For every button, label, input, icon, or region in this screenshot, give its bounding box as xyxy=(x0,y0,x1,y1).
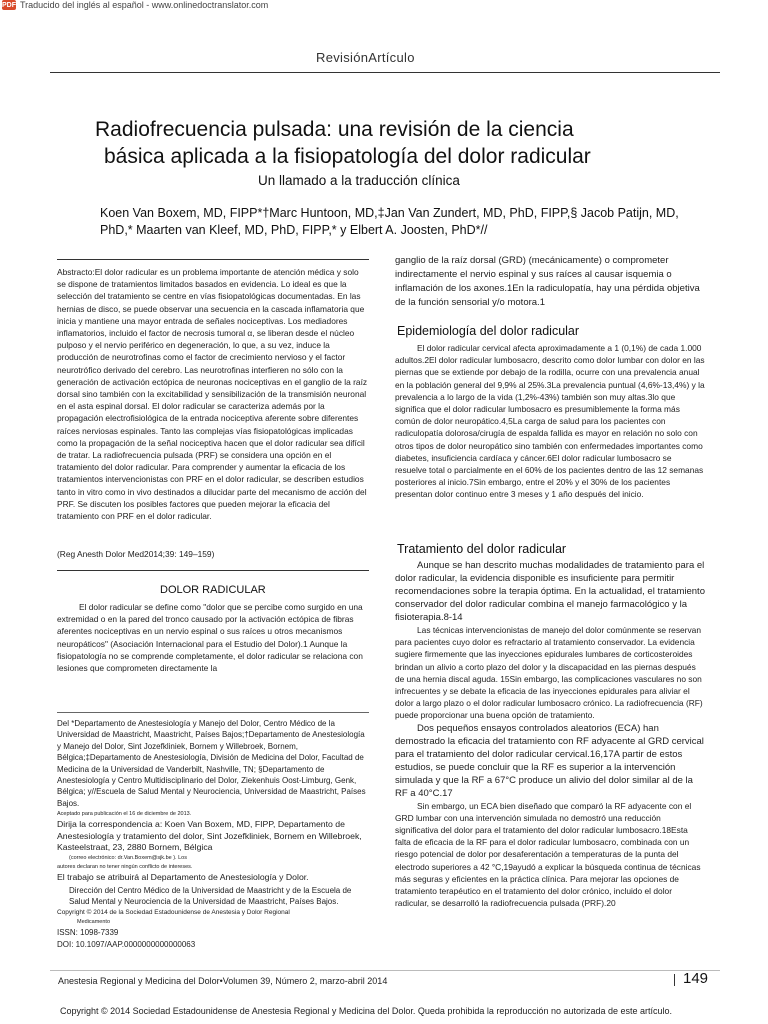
translation-banner[interactable] xyxy=(2,0,268,10)
abstract-text: Abstracto:El dolor radicular es un problema importante de atención médica y solo se dispone de tratamientos limitados basados en evidencia. Lo ideal es que la selección del tratamiento se centre en vías fisiopatológicas documentadas. En las hernias de disco, se puede observar una secuencia en la cascada inflamatoria que inicia y mantiene una mayor entrada de señales nociceptivas. Los mediadores inflamatorios, incluido el factor de necrosis tumoral α, se liberan desde el núcleo pulposo y el nervio periférico en degeneración, lo que, a su vez, induce la producción de neurotrofinas como el factor de crecimiento nervioso y el factor neurotrófico derivado del cerebro. Las neurotrofinas interfieren no sólo con la generación de activación ectópica de neuronas nociceptivas en el ganglio de la raíz dorsal sino también con la excitabilidad y sensibilización de la transmisión neuronal en el asta espinal dorsal. El dolor radicular se caracteriza además por la propagación electrofisiológica de la entrada nociceptiva aferente sobre diferentes raíces nerviosas espinales. Tanto las complejas vías fisiopatológicas implicadas como la propagación de la señal nociceptiva hacen que el dolor radicular sea difícil de tratar. La radiofrecuencia pulsada (PRF) se considera una opción en el tratamiento del dolor radicular. Para comprender y aumentar la eficacia de los tratamientos intervencionistas con PRF en el dolor radicular, se describen estudios tanto in vitro como in vivo destinados a dilucidar parte del mecanismo de acción del PRF. Se discuten los posibles factores que pueden mejorar la eficacia del tratamiento con PRF en el dolor radicular. xyxy=(57,267,368,522)
article-title-line-2: básica aplicada a la fisiopatología del dolor radicular xyxy=(104,145,591,168)
doi[interactable]: DOI: 10.1097/AAP.0000000000000063 xyxy=(57,940,196,950)
treatment-body xyxy=(395,559,705,909)
article-subtitle: Un llamado a la traducción clínica xyxy=(258,173,460,188)
affiliations-block xyxy=(57,718,369,952)
right-intro-text: ganglio de la raíz dorsal (GRD) (mecánicamente) o comprometer indirectamente el nervio espinal y sus raíces al causar isquemia o inflamación de los axones.1En la radiculopatía, hay una pérdida objetiva de la función sensorial y/o motora.1 xyxy=(395,255,700,308)
page-number: 149 xyxy=(683,970,709,987)
treatment-paragraph-1: Aunque se han descrito muchas modalidades de tratamiento para el dolor radicular, la evidencia disponible es insuficiente para permitir recomendaciones sobre la terapia óptima. En la actualidad, el tratamiento conservador del dolor radicular combina el manejo farmacológico y la fisioterapia.8-14 xyxy=(395,560,705,623)
dolor-radicular-body: El dolor radicular se define como "dolor que se percibe como surgido en una extremidad o en la pared del tronco causado por la activación ectópica de fibras aferentes nociceptivas en un nervio espinal o sus raíces u otros mecanismos neuropáticos" (Asociación Internacional para el Estudio del Dolor).1 Aunque la fisiopatología no se comprende completamente, el dolor radicular se relaciona con lesiones que comprometen directamente la xyxy=(57,602,363,674)
abstract-top-rule xyxy=(57,259,369,260)
footnote-rule xyxy=(57,712,369,713)
translation-banner-text[interactable]: Traducido del inglés al español - www.onlinedoctranslator.com xyxy=(20,0,269,10)
abstract-bottom-rule xyxy=(57,570,369,571)
copyright-notice-small: Copyright © 2014 de la Sociedad Estadounidense de Anestesia y Dolor Regional xyxy=(57,908,290,916)
medicamento-label: Medicamento xyxy=(77,918,111,925)
author-list: Koen Van Boxem, MD, FIPP*†Marc Huntoon, MD,‡Jan Van Zundert, MD, PhD, FIPP,§ Jacob Patijn, MD, PhD,* Maarten van Kleef, MD, PhD, FIPP,* y Elbert A. Joosten, PhD*// xyxy=(100,206,679,237)
issn: ISSN: 1098-7339 xyxy=(57,927,119,937)
correspondence-address: Dirija la correspondencia a: Koen Van Boxem, MD, FIPP, Departamento de Anestesiología y tratamiento del dolor, Sint Jozefkliniek, Bornem en Willebroek, Kasteelstraat, 23, 2880 Bornem, Bélgica xyxy=(57,819,362,853)
page-number-divider xyxy=(674,974,675,986)
work-attributed-detail: Dirección del Centro Médico de la Universidad de Maastricht y de la Escuela de Salud Mental y Neurociencia de la Universidad de Maastricht, Países Bajos. xyxy=(69,885,352,907)
article-title xyxy=(95,116,695,170)
section-type-label: RevisiónArtículo xyxy=(316,50,415,65)
treatment-paragraph-4: Sin embargo, un ECA bien diseñado que comparó la RF adyacente con el GRD lumbar con una intervención simulada no demostró una reducción significativa del dolor para el tratamiento del dolor radicular lumbosacro.18Esta falta de eficacia de la RF para el dolor radicular lumbosacro, combinada con un riesgo potencial de dolor por desaferentación a temperaturas de la punta del electrodo superiores a 42 °C,19ayudó a explicar la búsqueda continua de técnicas más seguras y eficientes en la práctica clínica. Para mejorar las opciones de tratamiento terapéutico en el tratamiento del dolor crónico, incluido el dolor radicular, se desarrolló la radiofrecuencia pulsada (PRF).20 xyxy=(395,800,701,909)
correspondence-email[interactable]: (correo electrónico: dr.Van.Boxem@sjk.be ). Los xyxy=(69,855,187,862)
accepted-date: Aceptado para publicación el 16 de diciembre de 2013. xyxy=(57,811,192,818)
page-copyright: Copyright © 2014 Sociedad Estadounidense de Anestesia Regional y Medicina del Dolor. Queda prohibida la reproducción no autorizada de este artículo. xyxy=(60,1006,673,1016)
header-rule xyxy=(50,72,720,73)
article-title-line-1: Radiofrecuencia pulsada: una revisión de la ciencia xyxy=(95,118,574,141)
dolor-radicular-heading: DOLOR RADICULAR xyxy=(160,584,266,596)
translator-logo-icon: PDF xyxy=(2,1,16,9)
journal-footer: Anestesia Regional y Medicina del Dolor•Volumen 39, Número 2, marzo-abril 2014 xyxy=(58,976,388,986)
work-attributed: El trabajo se atribuirá al Departamento de Anestesiología y Dolor. xyxy=(57,872,309,883)
treatment-paragraph-3: Dos pequeños ensayos controlados aleatorios (ECA) han demostrado la eficacia del tratamiento con RF adyacente al GRD cervical para el tratamiento del dolor radicular cervical.16,17A partir de estos estudios, se puede concluir que la RF es superior a la intervención simulada y que la RF a 67°C produce un alivio del dolor similar al de la RF a 40°C.17 xyxy=(395,722,704,799)
affiliation-departments: Del *Departamento de Anestesiología y Manejo del Dolor, Centro Médico de la Universidad de Maastricht, Maastricht, Países Bajos;†Departamento de Anestesiología y Manejo del Dolor, Sint Jozefkliniek, Bornem y Willebroek, Bornem, Bélgica;‡Departamento de Anestesiología, División de Medicina del Dolor, Facultad de Medicina de la Universidad de Vanderbilt, Nashville, TN; §Departamento de Anestesiología y Centro Multidisciplinario del Dolor, Ziekenhuis Oost-Limburg, Genk, Bélgica; y//Escuela de Salud Mental y Neurociencia, Universidad de Maastricht, Países Bajos. xyxy=(57,719,366,808)
treatment-paragraph-2: Las técnicas intervencionistas de manejo del dolor comúnmente se reservan para pacientes cuyo dolor es refractario al tratamiento conservador. La evidencia sugiere firmemente que las inyecciones epidurales lumbares de corticosteroides brindan un alivio a corto plazo del dolor y la discapacidad en las piernas después de una hernia discal aguda. 15Sin embargo, las complicaciones vasculares no son infrecuentes y se debate la eficacia de las inyecciones epidurales para aliviar el dolor a largo plazo o el dolor radicular lumbosacro crónico. La radiofrecuencia (RF) puede proporcionar una buena opción de tratamiento. xyxy=(395,625,703,721)
footer-rule xyxy=(50,970,720,971)
epidemiology-heading: Epidemiología del dolor radicular xyxy=(397,324,580,338)
treatment-heading: Tratamiento del dolor radicular xyxy=(397,542,567,556)
conflict-statement: autores declaran no tener ningún conflicto de intereses. xyxy=(57,864,193,871)
epidemiology-body: El dolor radicular cervical afecta aproximadamente a 1 (0,1%) de cada 1.000 adultos.2El dolor radicular lumbosacro, descrito como dolor lumbar con dolor en las piernas que se extiende por debajo de la rodilla, ocurre con una prevalencia anual en la población general del 9,9% al 25%.3La prevalencia puntual (4,6%-13,4%) y la prevalencia a lo largo de la vida (1,2%-43%) también son muy altas.3lo que significa que el dolor radicular lumbosacro es presumiblemente la forma más común de dolor neuropático.4,5La carga de salud para los pacientes con radiculopatía dolorosa/cirugía de espalda fallida es mayor en relación no solo con otros tipos de dolor neuropático sino también con enfermedades importantes como diabetes, insuficiencia cardíaca y cáncer.6El dolor radicular lumbosacro se resuelve total o parcialmente en el 60% de los pacientes dentro de las 12 semanas posteriores al inicio.7Sin embargo, entre el 20% y el 30% de los pacientes presentan dolor continuo entre 3 meses y 1 año después del inicio. xyxy=(395,343,705,500)
abstract-citation: (Reg Anesth Dolor Med2014;39: 149–159) xyxy=(57,549,215,559)
